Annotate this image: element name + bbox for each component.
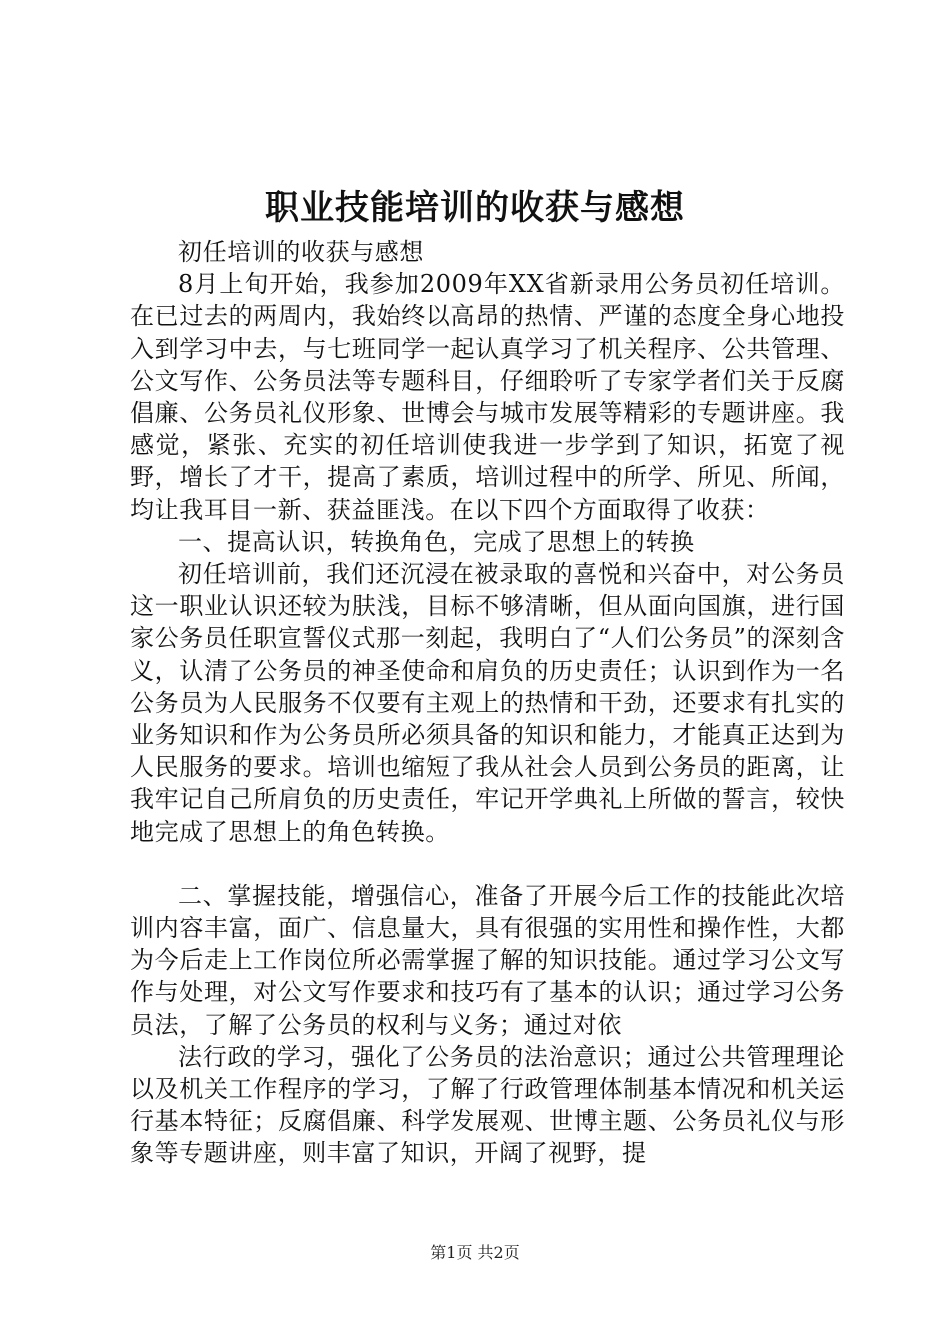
- section-1-paragraph: 初任培训前，我们还沉浸在被录取的喜悦和兴奋中，对公务员这一职业认识还较为肤浅，目标不够清晰，但从面向国旗，进行国家公务员任职宣誓仪式那一刻起，我明白了“人们公务员”的深刻含义，认清了公务员的神圣使命和肩负的历史责任；认识到作为一名公务员为人民服务不仅要有主观上的热情和干劲，还要求有扎实的业务知识和作为公务员所必须具备的知识和能力，才能真正达到为人民服务的要求。培训也缩短了我从社会人员到公务员的距离，让我牢记自己所肩负的历史责任，牢记开学典礼上所做的誓言，较快地完成了思想上的角色转换。: [130, 560, 845, 846]
- intro-paragraph: 8月上旬开始，我参加2009年XX省新录用公务员初任培训。在已过去的两周内，我始终以高昂的热情、严谨的态度全身心地投入到学习中去，与七班同学一起认真学习了机关程序、公共管理、公文写作、公务员法等专题科目，仔细聆听了专家学者们关于反腐倡廉、公务员礼仪形象、世博会与城市发展等精彩的专题讲座。我感觉，紧张、充实的初任培训使我进一步学到了知识，拓宽了视野，增长了才干，提高了素质，培训过程中的所学、所见、所闻，均让我耳目一新、获益匪浅。在以下四个方面取得了收获：: [130, 270, 845, 524]
- section-2-continuation-paragraph: 法行政的学习，强化了公务员的法治意识；通过公共管理理论以及机关工作程序的学习，了解了行政管理体制基本情况和机关运行基本特征；反腐倡廉、科学发展观、世博主题、公务员礼仪与形象等专题讲座，则丰富了知识，开阔了视野，提: [130, 1042, 845, 1168]
- subtitle-paragraph: 初任培训的收获与感想: [178, 238, 424, 266]
- section-heading-1: 一、提高认识，转换角色，完成了思想上的转换: [178, 527, 695, 556]
- document-title: 职业技能培训的收获与感想: [265, 188, 685, 228]
- document-body: [130, 236, 845, 1170]
- page-number-footer: 第1页 共2页: [430, 1243, 520, 1262]
- section-2-paragraph: 二、掌握技能，增强信心，准备了开展今后工作的技能此次培训内容丰富，面广、信息量大，具有很强的实用性和操作性，大都为今后走上工作岗位所必需掌握了解的知识技能。通过学习公文写作与处理，对公文写作要求和技巧有了基本的认识；通过学习公务员法，了解了公务员的权利与义务；通过对依: [130, 881, 845, 1039]
